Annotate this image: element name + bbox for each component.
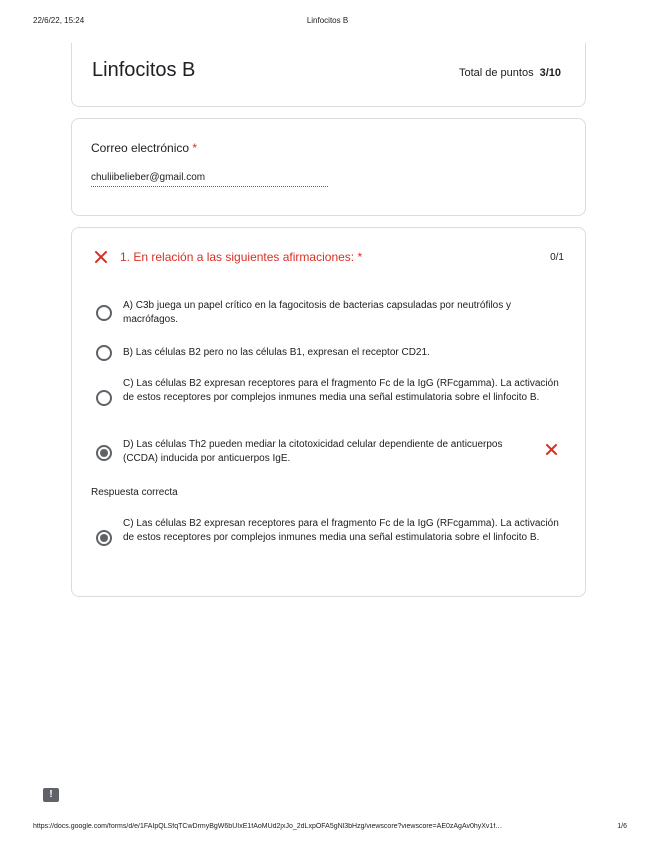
email-card: [71, 118, 586, 216]
correct-answer-text: C) Las células B2 expresan receptores para el fragmento Fc de la IgG (RFcgamma). La activación de estos receptores por complejos inmunes media una señal estimulatoria sobre el linfocito B.: [123, 518, 559, 543]
required-mark: *: [357, 250, 363, 264]
radio-button[interactable]: [96, 345, 112, 361]
print-date: 22/6/22, 15:24: [33, 16, 85, 25]
print-footer: [0, 823, 655, 835]
form-title: Linfocitos B: [92, 59, 196, 81]
question-title: [120, 250, 362, 264]
radio-button-selected: [96, 530, 112, 546]
page-number: 1/6: [617, 823, 627, 830]
question-title-text: 1. En relación a las siguientes afirmaciones:: [120, 250, 355, 264]
question-card: [71, 227, 586, 597]
correct-answer-label: Respuesta correcta: [91, 487, 178, 498]
option-text: B) Las células B2 pero no las células B1, expresan el receptor CD21.: [123, 347, 430, 358]
radio-button-selected[interactable]: [96, 445, 112, 461]
option-d[interactable]: [96, 435, 566, 469]
email-label: [91, 141, 197, 155]
score-label: Total de puntos: [458, 67, 534, 79]
total-score: [459, 67, 561, 79]
radio-button[interactable]: [96, 390, 112, 406]
page-url: https://docs.google.com/forms/d/e/1FAIpQLSfqTCwDrmyBgW6bUIxE1fAoMUd2jxJo_2dLxpOFA5gNl3bHzg/viewscore?viewscore=AE0zAgAv0hyXv1f…: [33, 823, 503, 830]
close-x-icon: [94, 250, 108, 264]
option-text: A) C3b juega un papel crítico en la fagocitosis de bacterias capsuladas por neutrófilos y macrófagos.: [123, 300, 512, 325]
correct-answer-option: [96, 514, 566, 562]
option-text: C) Las células B2 expresan receptores para el fragmento Fc de la IgG (RFcgamma). La activación de estos receptores por complejos inmunes media una señal estimulatoria sobre el linfocito B.: [123, 378, 559, 403]
print-header: [0, 16, 655, 28]
option-text: D) Las células Th2 pueden mediar la citotoxicidad celular dependiente de anticuerpos (CCDA) inducida por anticuerpos IgE.: [123, 439, 503, 464]
form-title-card: [71, 43, 586, 107]
print-title: Linfocitos B: [306, 16, 349, 25]
option-b[interactable]: [96, 343, 566, 363]
option-a[interactable]: [96, 296, 566, 330]
feedback-icon[interactable]: !: [43, 788, 59, 802]
question-points: 0/1: [550, 252, 564, 263]
radio-button[interactable]: [96, 305, 112, 321]
email-field[interactable]: chuliibelieber@gmail.com: [91, 172, 328, 187]
required-mark: *: [192, 141, 198, 155]
email-label-text: Correo electrónico: [91, 141, 190, 155]
score-value: 3/10: [539, 67, 561, 79]
option-c[interactable]: [96, 374, 566, 422]
incorrect-x-icon: [545, 443, 558, 456]
